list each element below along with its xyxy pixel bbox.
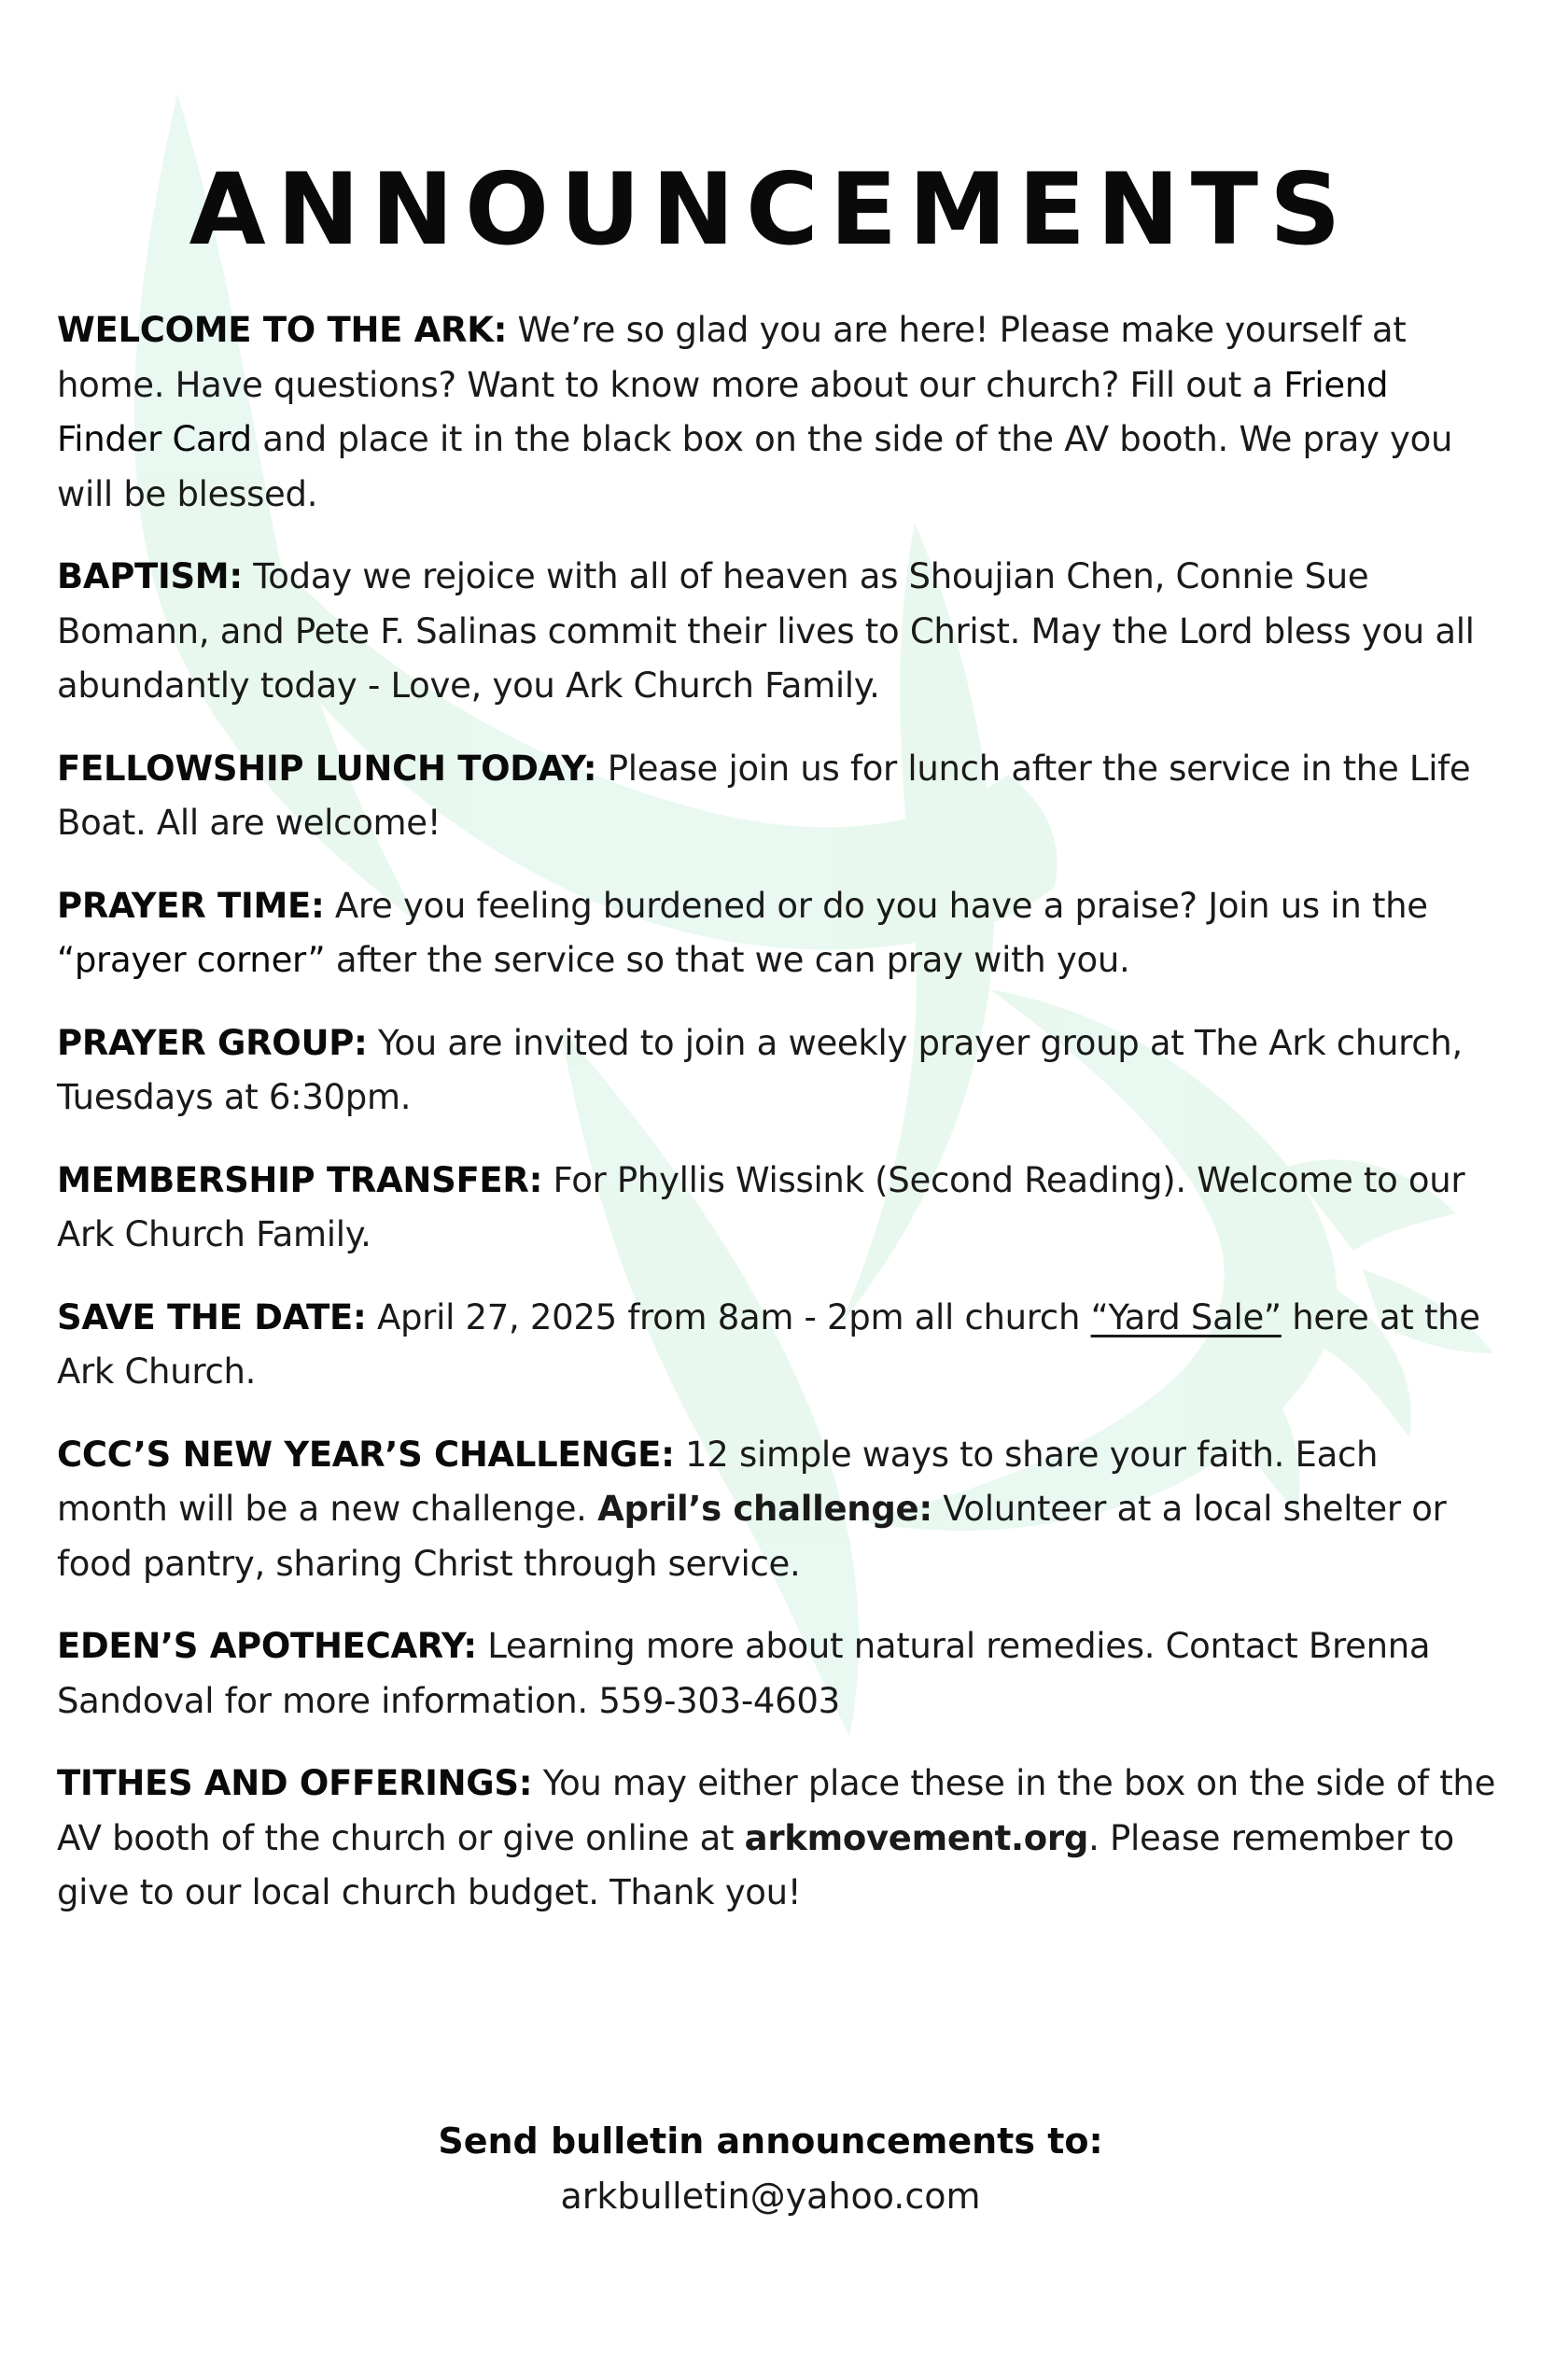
announcement-text: here at the Ark Church. (57, 1296, 1480, 1392)
announcement-heading: PRAYER GROUP: (57, 1022, 368, 1063)
footer (0, 2114, 1541, 2224)
announcement-fellowship-lunch (57, 742, 1499, 851)
announcement-text: You may either place these in the box on the side of the AV booth of the church or give online at (57, 1763, 1496, 1858)
announcement-text: Are you feeling burdened or do you have a praise? Join us in the (324, 885, 1428, 926)
announcement-text: . Please remember to give to our local church budget. Thank you! (57, 1817, 1454, 1912)
announcement-heading: TITHES AND OFFERINGS: (57, 1763, 533, 1803)
announcement-heading: MEMBERSHIP TRANSFER: (57, 1159, 543, 1200)
announcement-text: You are invited to join a weekly prayer group at The Ark church, Tuesdays at 6:30pm. (57, 1022, 1463, 1117)
announcement-heading: PRAYER TIME: (57, 885, 325, 926)
footer-email-link[interactable]: arkbulletin@yahoo.com (560, 2176, 981, 2217)
announcement-emphasis: “prayer corner” (57, 940, 326, 980)
announcement-ccc-challenge (57, 1428, 1499, 1592)
announcement-heading: FELLOWSHIP LUNCH TODAY: (57, 748, 597, 789)
announcement-heading: EDEN’S APOTHECARY: (57, 1626, 477, 1666)
announcements-list (57, 303, 1499, 1949)
announcement-welcome (57, 303, 1499, 522)
announcement-tithes-offerings (57, 1757, 1499, 1921)
announcement-heading: SAVE THE DATE: (57, 1296, 367, 1337)
announcement-heading: WELCOME TO THE ARK: (57, 310, 508, 350)
announcement-baptism (57, 550, 1499, 714)
website-link[interactable]: arkmovement.org (744, 1817, 1089, 1858)
announcement-text: April 27, 2025 from 8am - 2pm all church (366, 1296, 1091, 1337)
announcement-save-the-date (57, 1291, 1499, 1400)
announcement-emphasis: Friend Finder Card (57, 364, 1389, 459)
announcement-text: For Phyllis Wissink (Second Reading). Welcome to our Ark Church Family. (57, 1159, 1465, 1254)
announcement-text: We’re so glad you are here! Please make yourself at home. Have questions? Want to know more about our church? Fill out a (57, 310, 1407, 405)
announcement-edens-apothecary (57, 1619, 1499, 1729)
announcement-text: and place it in the black box on the side of the AV booth. We pray you will be blessed. (57, 419, 1453, 514)
announcement-text: Learning more about natural remedies. Contact Brenna Sandoval for more information. 559-303-4603 (57, 1626, 1431, 1721)
yard-sale-link[interactable]: “Yard Sale” (1090, 1296, 1282, 1337)
announcement-heading: CCC’S NEW YEAR’S CHALLENGE: (57, 1434, 675, 1475)
announcement-prayer-group (57, 1016, 1499, 1126)
announcement-bold-inline: April’s challenge: (597, 1489, 932, 1529)
announcement-membership-transfer (57, 1154, 1499, 1263)
announcement-text: Today we rejoice with all of heaven as Shoujian Chen, Connie Sue Bomann, and Pete F. Salinas commit their lives to Christ. May the Lord bless you all abundantly today - Love, you Ark Church Family. (57, 556, 1475, 706)
announcement-prayer-time (57, 879, 1499, 988)
announcement-text: Volunteer at a local shelter or food pantry, sharing Christ through service. (57, 1489, 1447, 1584)
announcement-text: 12 simple ways to share your faith. Each month will be a new challenge. (57, 1434, 1379, 1529)
page-title: ANNOUNCEMENTS (189, 152, 1352, 267)
announcement-text: after the service so that we can pray with you. (325, 940, 1130, 980)
announcement-text: Please join us for lunch after the service in the Life Boat. All are welcome! (57, 748, 1471, 843)
footer-heading: Send bulletin announcements to: (438, 2121, 1103, 2162)
announcement-heading: BAPTISM: (57, 556, 243, 596)
